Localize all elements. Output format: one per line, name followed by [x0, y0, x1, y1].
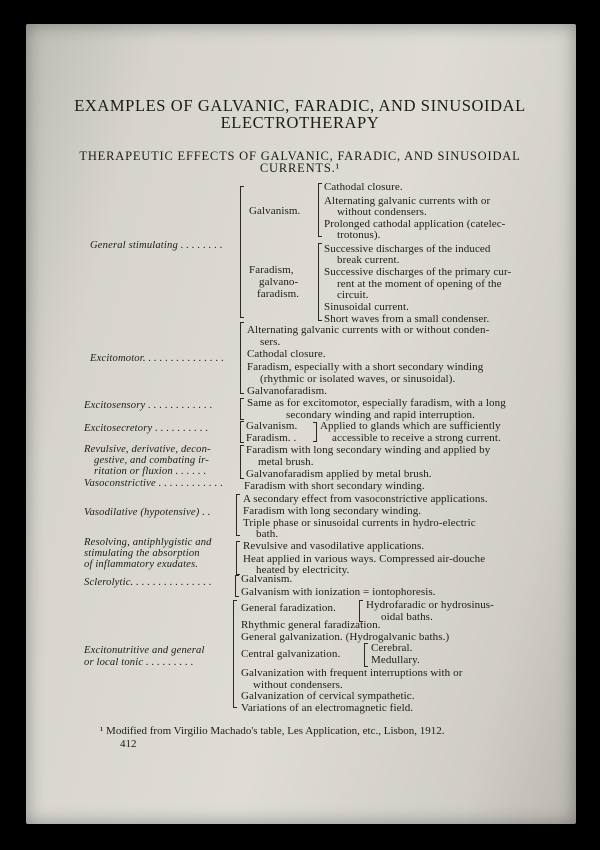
category-excitosensory: Excitosensory . . . . . . . . . . . .	[84, 400, 213, 411]
brace	[236, 541, 242, 575]
category-excitonutritive: or local tonic . . . . . . . . .	[84, 657, 194, 668]
category-sclerolytic: Sclerolytic. . . . . . . . . . . . . . .	[84, 577, 212, 588]
text-line: Cathodal closure.	[324, 181, 403, 193]
text-line: Applied to glands which are sufficiently	[320, 420, 501, 432]
text-line: Galvanism.	[241, 573, 293, 585]
text-line: Successive discharges of the primary cur-	[324, 266, 512, 278]
text-line: Sinusoidal current.	[324, 301, 409, 313]
text-line: bath.	[256, 528, 279, 540]
text-line: secondary winding and rapid interruption.	[286, 409, 475, 421]
text-line: Heat applied in various ways. Compressed air-douche	[243, 553, 486, 565]
text-line: Galvanism with ionization = iontophoresis.	[241, 586, 436, 598]
text-line: Cerebral.	[371, 642, 413, 654]
subcategory-faradism: faradism.	[257, 288, 300, 300]
text-line: A secondary effect from vasoconstrictive applications.	[243, 493, 488, 505]
text-line: break current.	[337, 254, 400, 266]
text-line: Faradism with short secondary winding.	[244, 480, 425, 492]
text-line: oidal baths.	[381, 611, 433, 623]
text-line: Faradism, especially with a short secondary winding	[247, 361, 484, 373]
brace	[364, 643, 370, 667]
subcategory-galvanism: Galvanism.	[249, 205, 301, 217]
text-line: Alternating galvanic currents with or without conden-	[247, 324, 490, 336]
text-line: Faradism with long secondary winding.	[243, 505, 422, 517]
category-excitonutritive: Excitonutritive and general	[84, 645, 205, 656]
text-line: Revulsive and vasodilative applications.	[243, 540, 425, 552]
page-title: EXAMPLES OF GALVANIC, FARADIC, AND SINUSOIDAL	[74, 96, 526, 115]
footnote: ¹ Modified from Virgilio Machado's table, Les Application, etc., Lisbon, 1912.	[100, 725, 445, 737]
category-excitomotor: Excitomotor. . . . . . . . . . . . . . .	[90, 353, 224, 364]
subcategory-faradism: Faradism,	[249, 264, 294, 276]
text-line: Short waves from a small condenser.	[324, 313, 490, 325]
table-subtitle-line-2: CURRENTS.¹	[259, 161, 341, 175]
category-general-stimulating: General stimulating . . . . . . . .	[90, 240, 223, 251]
text-line: Triple phase or sinusoidal currents in hydro-electric	[243, 517, 476, 529]
text-line: Galvanization of cervical sympathetic.	[241, 690, 415, 702]
subcategory-faradism: galvano-	[259, 276, 299, 288]
text-line: without condensers.	[253, 679, 343, 691]
page-number: 412	[120, 738, 137, 750]
category-vasodilative: Vasodilative (hypotensive) . .	[84, 507, 211, 518]
text-line: rent at the moment of opening of the	[337, 278, 502, 290]
category-revulsive: ritation or fluxion . . . . . .	[94, 466, 207, 477]
text-line: Faradism. .	[246, 432, 297, 444]
category-excitosecretory: Excitosecretory . . . . . . . . . .	[84, 423, 209, 434]
text-line: Faradism with long secondary winding and applied by	[246, 444, 491, 456]
category-vasoconstrictive: Vasoconstrictive . . . . . . . . . . . .	[84, 478, 223, 489]
text-line: Variations of an electromagnetic field.	[241, 702, 414, 714]
category-resolving: of inflammatory exudates.	[84, 559, 199, 570]
text-line: General galvanization. (Hydrogalvanic baths.)	[241, 631, 450, 643]
text-line: trotonus).	[337, 229, 381, 241]
text-line: heated by electricity.	[256, 564, 350, 576]
brace	[240, 398, 246, 420]
text-line: Prolonged cathodal application (catelec-	[324, 218, 506, 230]
category-revulsive: Revulsive, derivative, decon-	[84, 444, 211, 455]
text-line: Same as for excitomotor, especially faradism, with a long	[247, 397, 506, 409]
text-line: sers.	[260, 336, 281, 348]
text-line: Cathodal closure.	[247, 348, 326, 360]
text-line: Successive discharges of the induced	[324, 243, 491, 255]
text-line: Galvanofaradism.	[247, 385, 328, 397]
text-line: General faradization.	[241, 602, 336, 614]
text-line: Galvanization with frequent interruptions with or	[241, 667, 463, 679]
page-title-line-2: ELECTROTHERAPY	[220, 113, 380, 132]
category-revulsive: gestive, and combating ir-	[94, 455, 209, 466]
brace	[311, 422, 317, 442]
text-line: without condensers.	[337, 206, 427, 218]
text-line: Central galvanization.	[241, 648, 341, 660]
table-subtitle: THERAPEUTIC EFFECTS OF GALVANIC, FARADIC, AND SINUSOIDAL	[79, 149, 521, 163]
category-resolving: stimulating the absorption	[84, 548, 200, 559]
text-line: Hydrofaradic or hydrosinus-	[366, 599, 494, 611]
brace	[240, 322, 246, 394]
text-line: (rhythmic or isolated waves, or sinusoidal).	[260, 373, 456, 385]
text-line: Galvanism.	[246, 420, 298, 432]
brace	[236, 494, 242, 536]
text-line: Alternating galvanic currents with or	[324, 195, 491, 207]
text-line: circuit.	[337, 289, 369, 301]
text-line: Rhythmic general faradization.	[241, 619, 381, 631]
text-line: metal brush.	[258, 456, 314, 468]
brace	[240, 186, 246, 318]
text-line: Galvanofaradism applied by metal brush.	[246, 468, 432, 480]
brace	[233, 600, 239, 708]
text-line: Medullary.	[371, 654, 420, 666]
text-line: accessible to receive a strong current.	[332, 432, 501, 444]
category-resolving: Resolving, antiphlygistic and	[84, 537, 212, 548]
